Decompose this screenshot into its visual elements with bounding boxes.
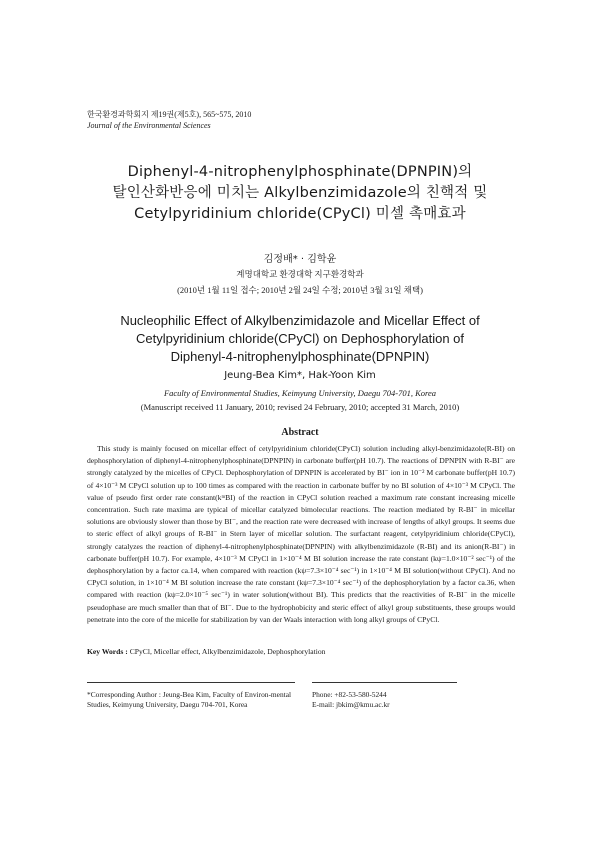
english-title-line: Diphenyl-4-nitrophenylphosphinate(DPNPIN) [170,349,430,364]
english-title-line: Nucleophilic Effect of Alkylbenzimidazole and Micellar Effect of [120,313,480,328]
korean-authors: 김정배* · 김학윤 [263,254,337,265]
english-affiliation: Faculty of Environmental Studies, Keimyung University, Daegu 704-701, Korea [163,388,437,398]
keywords [87,647,515,656]
contact-phone: Phone: +82-53-580-5244 [312,690,387,699]
korean-title [60,162,540,225]
footnote-divider-right [312,682,457,683]
korean-dates: (2010년 1월 11일 접수; 2010년 2월 24일 수정; 2010년 3월 31일 채택) [177,285,423,295]
english-title-line: Cetylpyridinium chloride(CPyCl) on Dephosphorylation of [135,331,465,346]
korean-title-line: Cetylpyridinium chloride(CPyCl) 미셀 촉매효과 [134,206,466,222]
contact-email: E-mail: jbkim@kmu.ac.kr [312,700,390,709]
footnote-divider-left [87,682,295,683]
abstract-body: This study is mainly focused on micellar effect of cetylpyridinium chloride(CPyCl) solution including alkyl-benzimidazole(R-BI) on dephosphorylation of diphenyl-4-nitrophenylphosphinate(DPNPIN) in carbonate buffer(pH 10.7). The reactions of DPNPIN with R-BI⁻ are strongly catalyzed by the micelles of CPyCl. Dephosphorylation of DPNPIN is accelerated by BI⁻ ion in 10⁻² M carbonate buffer(pH 10.7) of 4×10⁻³ M CPyCl solution up to 100 times as compared with the reaction in carbonate buffer by no BI solution of 4×10⁻³ M CPyCl. The value of pseudo first order rate constant(kᵐBI) of the reaction in CPyCl solution reached a maximum rate constant increasing micelle concentration. Such rate maxima are typical of micellar catalyzed bimolecular reactions. The reaction mediated by R-BI⁻ in micellar solutions are obviously slower than those by BI⁻, and the reaction rate were decreased with increase of lengths of alkyl groups. It seems due to steric effect of alkyl groups of R-BI⁻ in Stern layer of micellar solution. The surfactant reagent, cetylpyridinium chloride(CPyCl), strongly catalyzes the reaction of diphenyl-4-nitrophenylphosphinate(DPNPIN) with alkylbenzimidazole (R-BI) and its anion(R-BI⁻) in carbonate buffer(pH 10.7). For example, 4×10⁻³ M CPyCl in 1×10⁻⁴ M BI solution increase the rate constant (kψ=1.0×10⁻² sec⁻¹) of the dephosphorylation by a factor ca.14, when compared with reaction (kψ=7.3×10⁻⁴ sec⁻¹) in 1×10⁻⁴ M BI solution(without CPyCl). And no CPyCl solution, in 1×10⁻⁴ M BI solution increase the rate constant (kψ=7.3×10⁻⁴ sec⁻¹) of the dephosphorylation by a factor ca.36, when compared with reaction (kψ=2.0×10⁻⁵ sec⁻¹) in water solution(without BI). This predicts that the reactivities of R-BI⁻ in the micelle pseudophase are much smaller than that of BI⁻. Due to the hydrophobicity and steric effect of alkyl group substituents, these groups would penetrate into the core of the micelle for stabilization by van der Waals interaction with long alkyl groups of CPyCl. [87,444,515,624]
corresponding-author-note: *Corresponding Author : Jeung-Bea Kim, Faculty of Environ-mental Studies, Keimyung University, Daegu 704-701, Korea [87,690,292,709]
journal-header [87,109,251,131]
abstract-heading: Abstract [281,427,319,438]
korean-title-line: Diphenyl-4-nitrophenylphosphinate(DPNPIN)의 [127,164,473,180]
english-title [70,312,530,366]
keywords-label: Key Words : [87,647,128,656]
keywords-list: CPyCl, Micellar effect, Alkylbenzimidazole, Dephosphorylation [129,647,326,656]
english-dates: (Manuscript received 11 January, 2010; revised 24 February, 2010; accepted 31 March, 2010) [140,402,460,412]
english-authors: Jeung-Bea Kim*, Hak-Yoon Kim [224,370,376,381]
journal-name-korean: 한국환경과학회지 제19권(제5호), 565~575, 2010 [87,110,252,119]
contact-info [312,690,512,710]
korean-affiliation: 계명대학교 환경대학 지구환경학과 [236,269,364,279]
journal-name-english: Journal of the Environmental Sciences [87,121,211,130]
korean-title-line: 탈인산화반응에 미치는 Alkylbenzimidazole의 친핵적 및 [112,185,488,201]
